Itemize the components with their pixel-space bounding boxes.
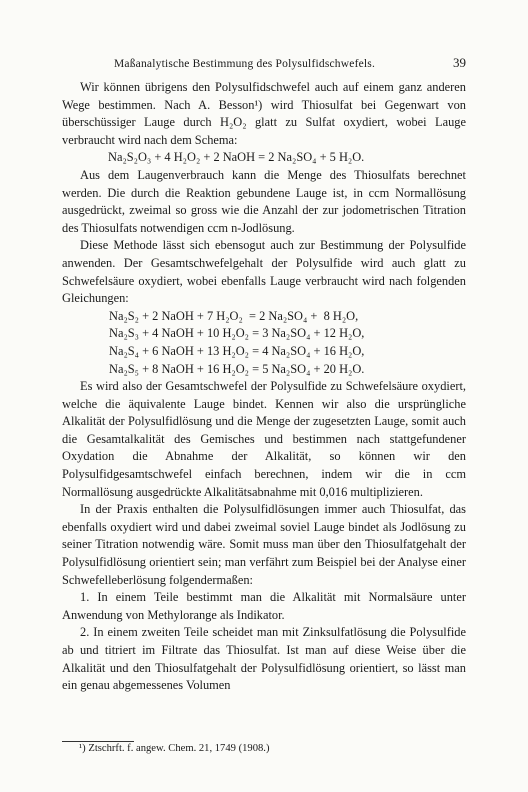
- body-text: [62, 79, 466, 695]
- paragraph-1: Wir können übrigens den Polysulfidschwefel auch auf einem ganz anderen Wege bestimmen. Nach A. Besson¹) wird Thiosulfat bei Gegenwart von überschüssiger Lauge durch H₂O₂ glatt zu Sulfat oxydiert, wobei Lauge verbraucht wird nach dem Schema:: [62, 80, 466, 147]
- equation-polysulfide-1: Na₂S₂ + 2 NaOH + 7 H₂O₂ = 2 Na₂SO₄ + 8 H₂O,: [109, 308, 359, 323]
- paragraph-2: Aus dem Laugenverbrauch kann die Menge des Thiosulfats berechnet werden. Die durch die Reaktion gebundene Lauge ist, in ccm Normallösung ausgedrückt, zweimal so gross wie die Anzahl der zur jodometrischen Titration des Thiosulfats notwendigen ccm n-Jodlösung.: [62, 167, 466, 235]
- page-number: 39: [453, 55, 466, 70]
- paragraph-7-step-2: 2. In einem zweiten Teile scheidet man mit Zinksulfatlösung die Polysulfide ab und titriert im Filtrate das Thiosulfat. Ist man auf diese Weise über die Alkalität und den Thiosulfatgehalt der Polysulfidlösung orientiert, so lässt man ein genau abgemessenes Volumen: [62, 625, 466, 693]
- paragraph-3: Diese Methode lässt sich ebensogut auch zur Bestimmung der Polysulfide anwenden. Der Gesamtschwefelgehalt der Polysulfide wird auch glatt zu Schwefelsäure oxydiert, wobei ebenfalls Lauge verbraucht wird nach folgenden Gleichungen:: [62, 238, 466, 306]
- paragraph-6-step-1: 1. In einem Teile bestimmt man die Alkalität mit Normalsäure unter Anwendung von Methylorange als Indikator.: [62, 590, 466, 622]
- footnote: ¹) Ztschrft. f. angew. Chem. 21, 1749 (1908.): [79, 743, 270, 754]
- equation-thiosulfate: Na₂S₂O₃ + 4 H₂O₂ + 2 NaOH = 2 Na₂SO₄ + 5 H₂O.: [108, 150, 365, 165]
- equation-polysulfide-2: Na₂S₃ + 4 NaOH + 10 H₂O₂ = 3 Na₂SO₄ + 12 H₂O,: [109, 326, 365, 341]
- equation-polysulfide-3: Na₂S₄ + 6 NaOH + 13 H₂O₂ = 4 Na₂SO₄ + 16 H₂O,: [109, 343, 365, 358]
- equation-polysulfide-4: Na₂S₅ + 8 NaOH + 16 H₂O₂ = 5 Na₂SO₄ + 20 H₂O.: [109, 361, 365, 376]
- paragraph-4: Es wird also der Gesamtschwefel der Polysulfide zu Schwefelsäure oxydiert, welche die äquivalente Lauge bindet. Kennen wir also die ursprüngliche Alkalität der Polysulfidlösung und die Menge der zugesetzten Lauge, somit auch die Gesamtalkalität des Gemisches und bestimmen nach stattgefundener Oxydation die Abnahme der Alkalität, so können wir den Polysulfidgesamtschwefel einfach berechnen, indem wir die in ccm Normallösung ausgedrückte Alkalitätsabnahme mit 0,016 multiplizieren.: [62, 379, 466, 499]
- paragraph-5: In der Praxis enthalten die Polysulfidlösungen immer auch Thiosulfat, das ebenfalls oxydiert wird und dabei zweimal soviel Lauge bindet als Jodlösung zu seiner Titration notwendig wäre. Somit muss man über den Thiosulfatgehalt der Polysulfidlösung orientiert sein; man verfährt zum Beispiel bei der Analyse einer Schwefelleberlösung folgendermaßen:: [62, 502, 466, 587]
- running-title: Maßanalytische Bestimmung des Polysulfidschwefels.: [114, 58, 376, 70]
